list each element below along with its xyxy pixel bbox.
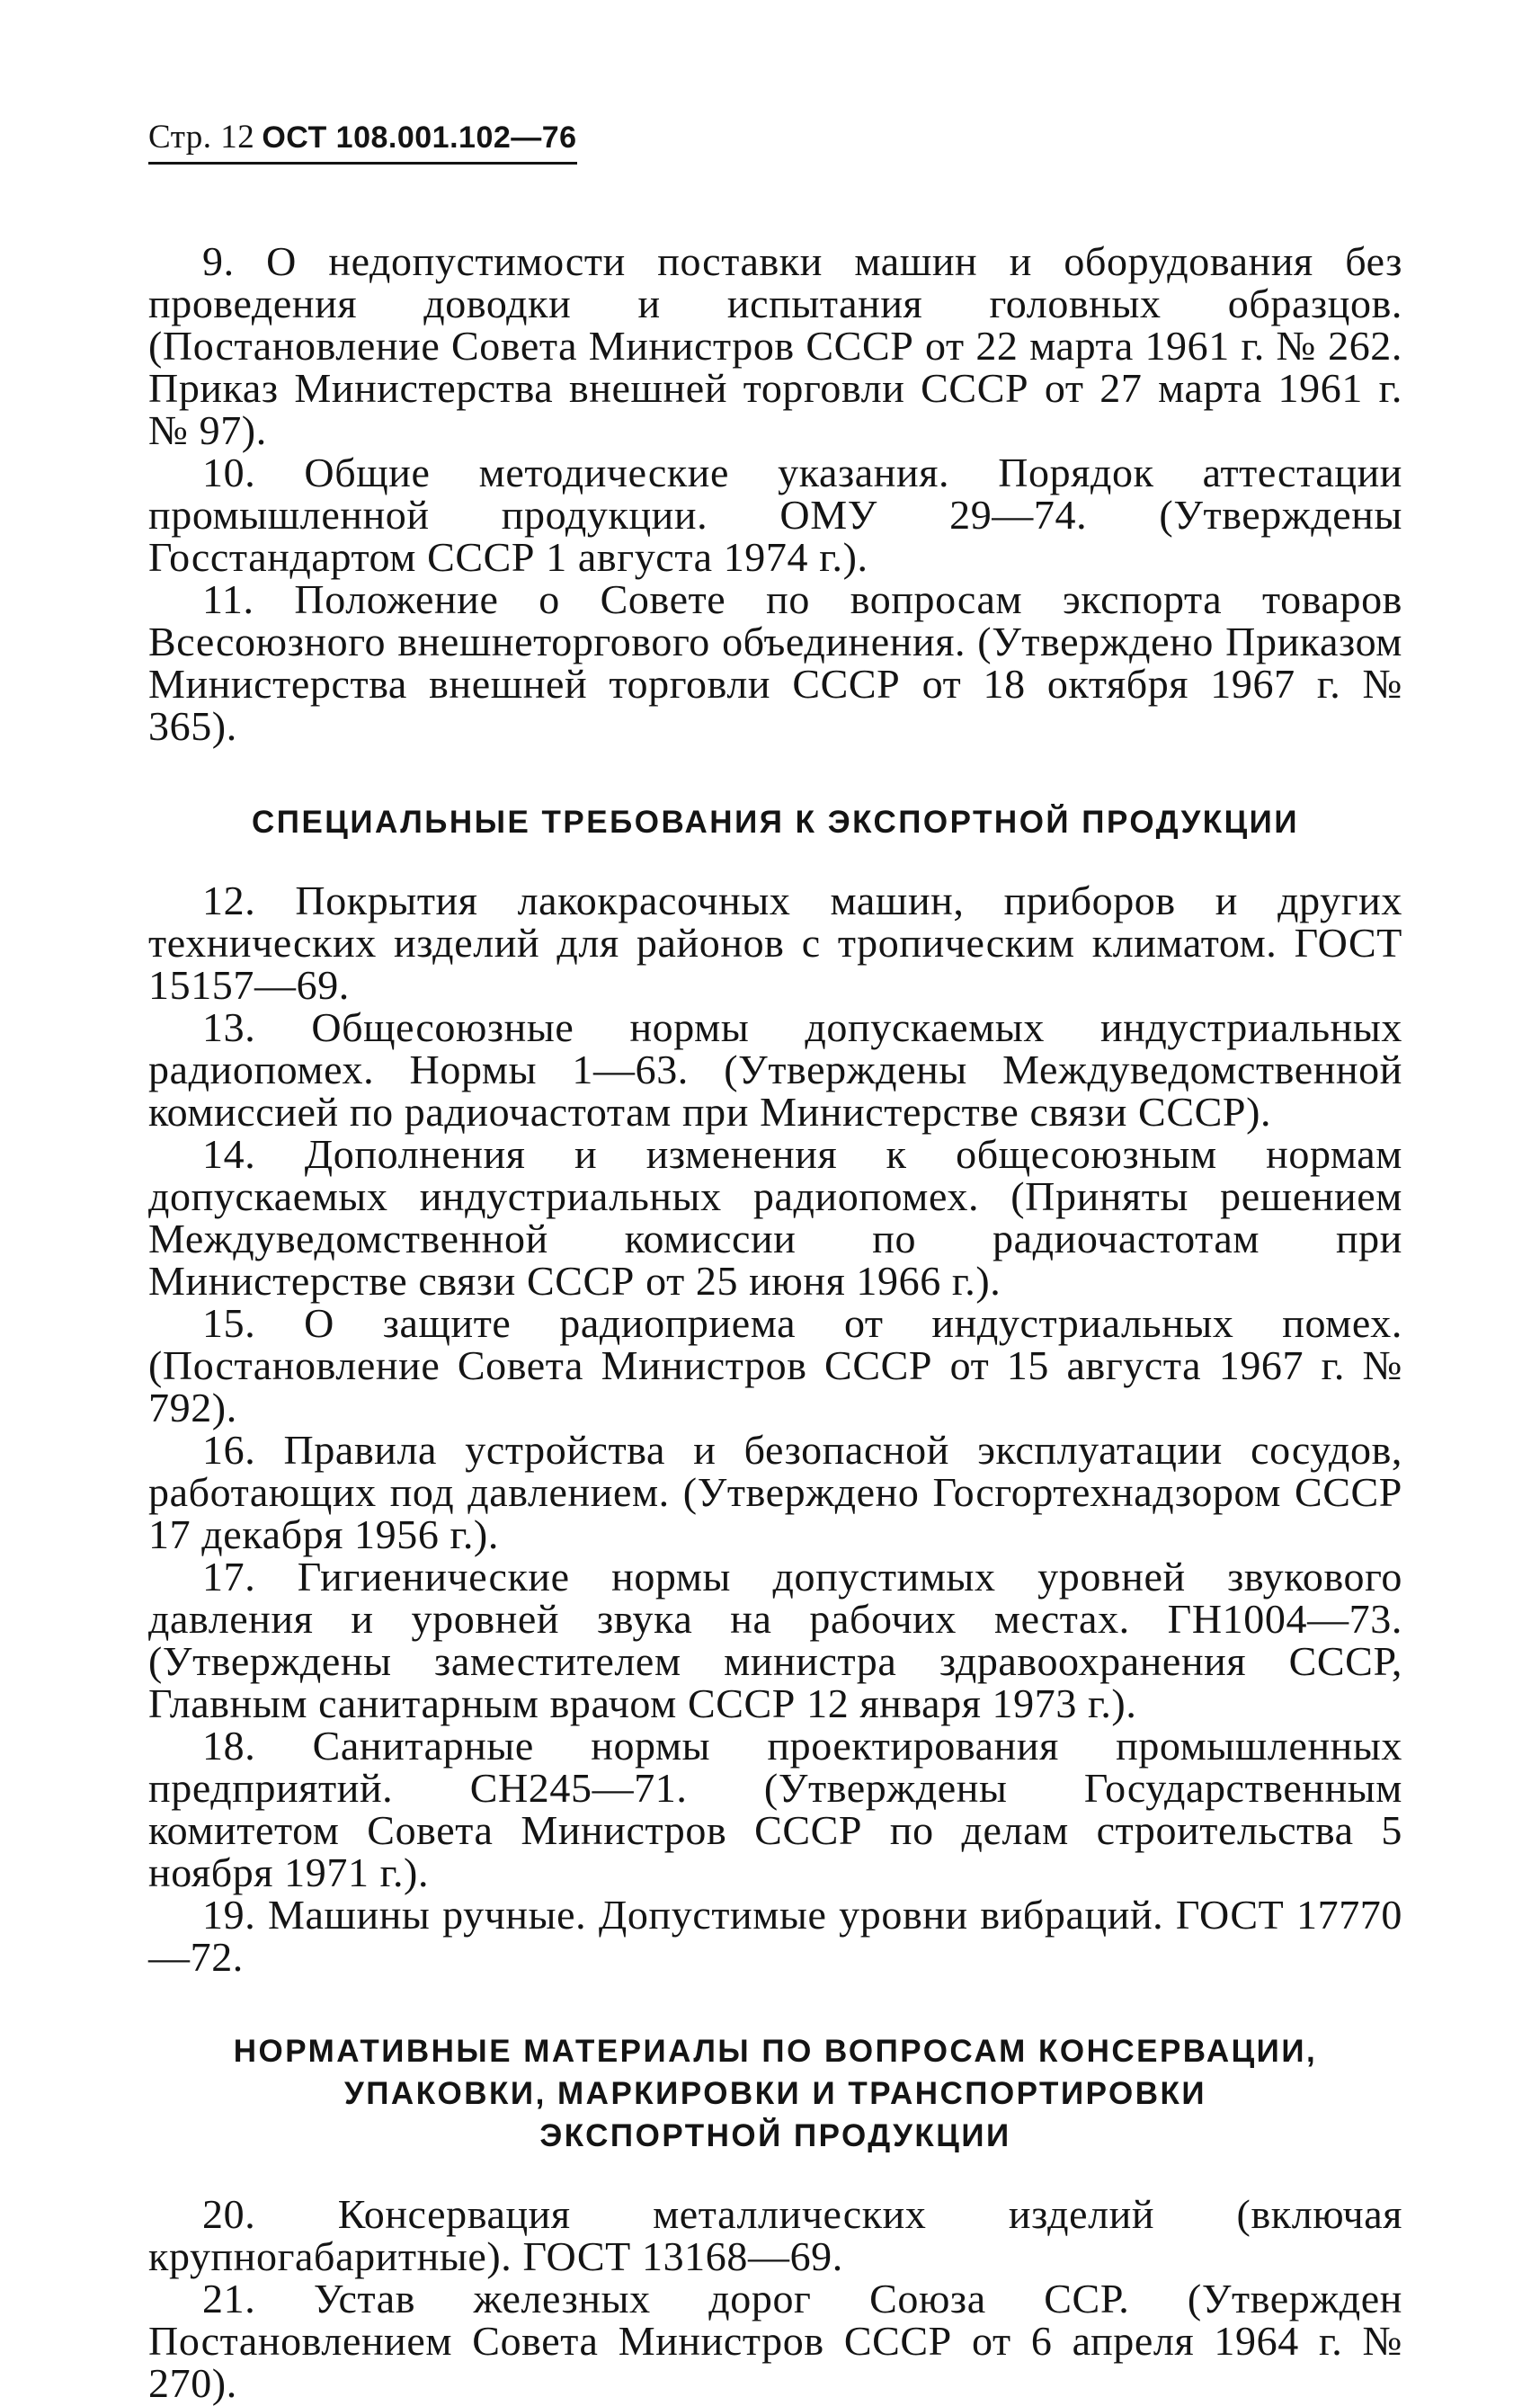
list-item: 11. Положение о Совете по вопросам экспорта товаров Всесоюзного внешнеторгового объединения. (Утверждено Приказом Министерства внешней торговли СССР от 18 октября 1967 г. № 365).	[148, 576, 1402, 749]
list-item: 21. Устав железных дорог Союза ССР. (Утвержден Постановлением Совета Министров СССР от 6 апреля 1964 г. № 270).	[148, 2276, 1402, 2406]
list-item: 14. Дополнения и изменения к общесоюзным нормам допускаемых индустриальных радиопомех. (Приняты решением Междуведомственной комиссии по радиочастотам при Министерстве связи СССР от 25 июня 1966 г.).	[148, 1131, 1402, 1304]
list-item: 20. Консервация металлических изделий (включая крупногабаритные). ГОСТ 13168—69.	[148, 2191, 1402, 2279]
list-item: 10. Общие методические указания. Порядок аттестации промышленной продукции. ОМУ 29—74. (Утверждены Госстандартом СССР 1 августа 1974 г.).	[148, 450, 1402, 580]
section-heading-line: ЭКСПОРТНОЙ ПРОДУКЦИИ	[539, 2118, 1011, 2153]
list-item: 15. О защите радиоприема от индустриальных помех. (Постановление Совета Министров СССР от 15 августа 1967 г. № 792).	[148, 1300, 1402, 1430]
section-heading-packaging	[148, 2030, 1402, 2157]
list-item: 17. Гигиенические нормы допустимых уровней звукового давления и уровней звука на рабочих местах. ГН1004—73. (Утверждены заместителем министра здравоохранения СССР, Главным санитарным врачом СССР 12 января 1973 г.).	[148, 1554, 1402, 1726]
section-heading-line: НОРМАТИВНЫЕ МАТЕРИАЛЫ ПО ВОПРОСАМ КОНСЕРВАЦИИ,	[233, 2034, 1318, 2069]
list-item: 12. Покрытия лакокрасочных машин, приборов и других технических изделий для районов с тропическим климатом. ГОСТ 15157—69.	[148, 878, 1402, 1008]
list-item: 18. Санитарные нормы проектирования промышленных предприятий. СН245—71. (Утверждены Государственным комитетом Совета Министров СССР по делам строительства 5 ноября 1971 г.).	[148, 1723, 1402, 1895]
section-heading-special-requirements: СПЕЦИАЛЬНЫЕ ТРЕБОВАНИЯ К ЭКСПОРТНОЙ ПРОДУКЦИИ	[252, 805, 1299, 840]
list-item: 19. Машины ручные. Допустимые уровни вибраций. ГОСТ 17770—72.	[148, 1892, 1402, 1980]
list-block-general	[148, 240, 1402, 747]
document-page	[148, 117, 1402, 2404]
list-item: 13. Общесоюзные нормы допускаемых индустриальных радиопомех. Нормы 1—63. (Утверждены Междуведомственной комиссией по радиочастотам при Министерстве связи СССР).	[148, 1004, 1402, 1135]
list-item: 9. О недопустимости поставки машин и оборудования без проведения доводки и испытания головных образцов. (Постановление Совета Министров СССР от 22 марта 1961 г. № 262. Приказ Министерства внешней торговли СССР от 27 марта 1961 г. № 97).	[148, 238, 1402, 453]
list-item: 16. Правила устройства и безопасной эксплуатации сосудов, работающих под давлением. (Утверждено Госгортехнадзором СССР 17 декабря 1956 г.).	[148, 1427, 1402, 1557]
list-block-special-requirements	[148, 879, 1402, 1978]
page-header	[148, 117, 577, 165]
list-block-packaging	[148, 2193, 1402, 2404]
page-number: Стр. 12	[148, 119, 255, 156]
standard-code: ОСТ 108.001.102—76	[262, 120, 577, 155]
section-heading-line: УПАКОВКИ, МАРКИРОВКИ И ТРАНСПОРТИРОВКИ	[343, 2076, 1206, 2111]
